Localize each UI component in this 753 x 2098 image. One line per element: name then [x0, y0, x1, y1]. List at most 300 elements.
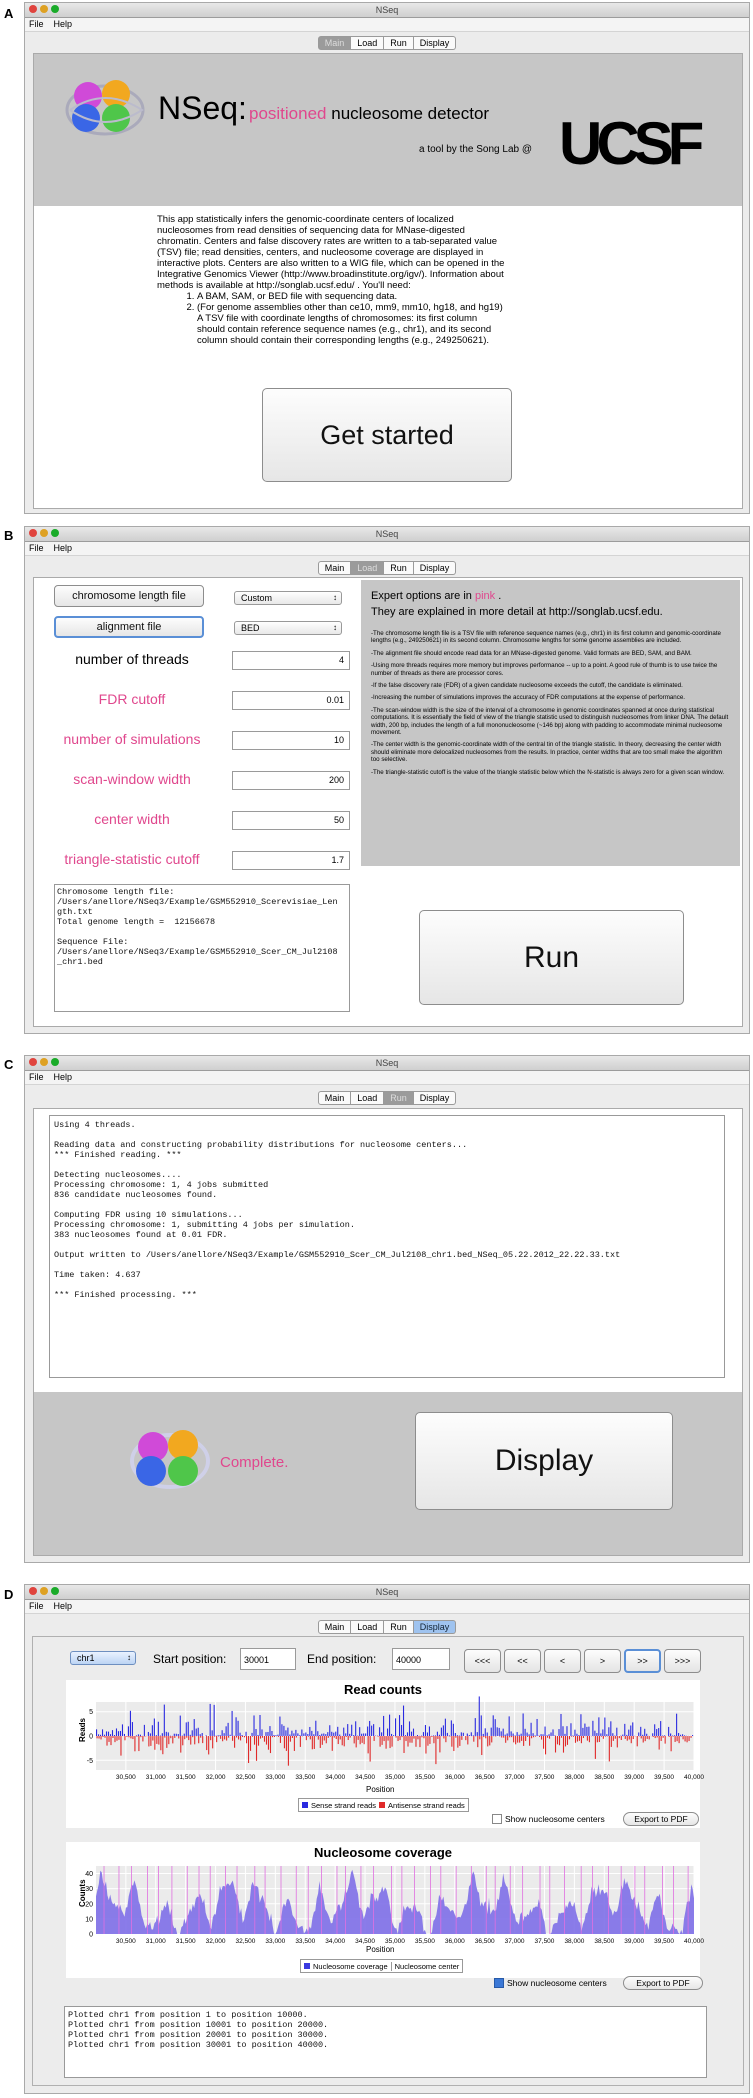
- export-pdf-button-1[interactable]: Export to PDF: [623, 1812, 699, 1826]
- sense-bar: [371, 1726, 372, 1736]
- sense-bar: [206, 1735, 207, 1736]
- sense-bar: [275, 1735, 276, 1736]
- sense-bar: [401, 1725, 402, 1736]
- antisense-bar: [314, 1736, 315, 1749]
- window-title: NSeq: [375, 529, 399, 539]
- sense-bar: [616, 1728, 617, 1736]
- sense-bar: [305, 1733, 306, 1736]
- menu-file[interactable]: File: [29, 19, 44, 29]
- close-icon[interactable]: [29, 529, 37, 537]
- x-tick-label: 39,000: [624, 1774, 645, 1781]
- antisense-bar: [481, 1736, 482, 1755]
- sense-bar: [451, 1720, 452, 1736]
- sense-bar: [680, 1735, 681, 1736]
- nav-forward-far-button[interactable]: >>: [624, 1649, 661, 1673]
- tab-main[interactable]: Main: [318, 1091, 352, 1105]
- antisense-bar: [182, 1736, 183, 1745]
- sense-bar: [383, 1716, 384, 1736]
- sense-bar: [574, 1730, 575, 1736]
- antisense-bar: [184, 1736, 185, 1739]
- antisense-bar: [328, 1736, 329, 1738]
- sense-bar: [351, 1725, 352, 1736]
- tab-bar: [25, 1091, 749, 1105]
- antisense-bar: [278, 1736, 279, 1737]
- antisense-bar: [214, 1736, 215, 1737]
- x-tick-label: 36,500: [474, 1774, 495, 1781]
- x-tick-label: 30,500: [115, 1774, 136, 1781]
- antisense-bar: [374, 1736, 375, 1741]
- sense-bar: [100, 1735, 101, 1736]
- sense-bar: [242, 1735, 243, 1736]
- end-position-input[interactable]: 40000: [392, 1648, 450, 1670]
- show-centers-checkbox-2[interactable]: [494, 1978, 607, 1988]
- x-tick-label: 37,000: [504, 1774, 525, 1781]
- sense-bar: [445, 1719, 446, 1736]
- antisense-bar: [611, 1736, 612, 1747]
- need-item: 1. A BAM, SAM, or BED file with sequencing data.: [197, 291, 507, 302]
- antisense-bar: [150, 1736, 151, 1746]
- menu-help[interactable]: Help: [53, 1072, 73, 1082]
- scan-window-input[interactable]: 200: [232, 771, 350, 790]
- antisense-bar: [124, 1736, 125, 1740]
- sense-bar: [610, 1721, 611, 1736]
- antisense-bar: [238, 1736, 239, 1739]
- tab-display[interactable]: Display: [414, 561, 457, 575]
- sense-bar: [411, 1732, 412, 1736]
- antisense-bar: [202, 1736, 203, 1743]
- zoom-icon[interactable]: [51, 1058, 59, 1066]
- antisense-bar: [641, 1736, 642, 1738]
- ucsf-logo: UCSF: [559, 110, 699, 177]
- sense-bar: [265, 1732, 266, 1736]
- antisense-bar: [549, 1736, 550, 1739]
- chromosome-select[interactable]: chr1 ↕: [70, 1651, 136, 1665]
- sense-bar: [664, 1735, 665, 1736]
- sense-bar: [335, 1732, 336, 1736]
- sense-bar: [293, 1733, 294, 1736]
- sense-bar: [359, 1727, 360, 1736]
- alignment-file-button[interactable]: alignment file: [54, 616, 204, 638]
- nav-back-button[interactable]: <: [544, 1649, 581, 1673]
- antisense-bar: [320, 1736, 321, 1748]
- antisense-bar: [417, 1736, 418, 1739]
- antisense-bar: [599, 1736, 600, 1742]
- sense-bar: [564, 1734, 565, 1736]
- sense-bar: [602, 1729, 603, 1736]
- minimize-icon[interactable]: [40, 529, 48, 537]
- antisense-bar: [491, 1736, 492, 1742]
- menu-file[interactable]: File: [29, 1601, 44, 1611]
- nav-back-far-button[interactable]: <<: [504, 1649, 541, 1673]
- antisense-bar: [116, 1736, 117, 1741]
- tab-run[interactable]: Run: [384, 1091, 414, 1105]
- sense-bar: [202, 1733, 203, 1736]
- antisense-bar: [390, 1736, 391, 1748]
- sense-bar: [196, 1729, 197, 1736]
- sense-bar: [257, 1735, 258, 1736]
- tagline: [249, 104, 489, 124]
- antisense-bar: [687, 1736, 688, 1742]
- antisense-bar: [262, 1736, 263, 1738]
- tab-run[interactable]: Run: [384, 1620, 414, 1634]
- antisense-bar: [292, 1736, 293, 1738]
- menu-file[interactable]: File: [29, 1072, 44, 1082]
- x-tick-label: 37,000: [504, 1938, 525, 1945]
- x-tick-label: 38,500: [594, 1774, 615, 1781]
- antisense-bar: [356, 1736, 357, 1747]
- antisense-bar: [392, 1736, 393, 1747]
- antisense-bar: [104, 1736, 105, 1738]
- menu-help[interactable]: Help: [53, 1601, 73, 1611]
- sense-bar: [124, 1734, 125, 1736]
- x-tick-label: 33,000: [265, 1774, 286, 1781]
- title-bar: [25, 1585, 749, 1600]
- description-text: This app statistically infers the genomic-coordinate centers of localized nucleosomes from read densities of sequencing data for MNase-digested chromatin. Centers and false discovery rates are written to a tab-separated value (TSV) file; read densities, centers, and nucleosome coverage are displayed in interactive plots. Centers are also written to a WIG file, which can be opened in the Integrative Genomics Viewer (http://www.broadinstitute.org/igv/). Information about methods is available at http://songlab.ucsf.edu/ . You'll need:: [157, 214, 505, 291]
- antisense-bar: [617, 1736, 618, 1747]
- tab-load[interactable]: Load: [351, 1091, 384, 1105]
- sense-bar: [652, 1733, 653, 1736]
- sense-bar: [425, 1725, 426, 1736]
- antisense-bar: [485, 1736, 486, 1738]
- sense-bar: [156, 1735, 157, 1736]
- tab-main[interactable]: Main: [318, 1620, 352, 1634]
- antisense-bar: [573, 1736, 574, 1737]
- antisense-bar: [583, 1736, 584, 1738]
- menu-file[interactable]: File: [29, 543, 44, 553]
- sense-bar: [180, 1716, 181, 1736]
- antisense-bar: [643, 1736, 644, 1743]
- antisense-bar: [130, 1736, 131, 1738]
- zoom-icon[interactable]: [51, 529, 59, 537]
- sense-bar: [545, 1727, 546, 1736]
- antisense-bar: [240, 1736, 241, 1740]
- antisense-bar: [505, 1736, 506, 1743]
- antisense-bar: [108, 1736, 109, 1742]
- sense-bar: [303, 1733, 304, 1736]
- chromosome-assembly-select[interactable]: Custom ↕: [234, 591, 342, 605]
- antisense-bar: [431, 1736, 432, 1737]
- sense-bar: [533, 1733, 534, 1736]
- antisense-bar: [435, 1736, 436, 1764]
- antisense-bar: [409, 1736, 410, 1743]
- sense-bar: [291, 1731, 292, 1736]
- tab-display[interactable]: Display: [414, 1620, 457, 1634]
- tab-main[interactable]: Main: [318, 561, 352, 575]
- antisense-bar: [645, 1736, 646, 1741]
- sense-bar: [112, 1730, 113, 1736]
- display-button[interactable]: Display: [415, 1412, 673, 1510]
- close-icon[interactable]: [29, 1058, 37, 1066]
- sense-bar: [373, 1724, 374, 1736]
- tab-load[interactable]: Load: [351, 1620, 384, 1634]
- panel-label-b: B: [4, 528, 14, 543]
- antisense-bar: [615, 1736, 616, 1739]
- sense-bar: [403, 1706, 404, 1736]
- antisense-bar: [378, 1736, 379, 1737]
- antisense-bar: [523, 1736, 524, 1746]
- antisense-bar: [665, 1736, 666, 1744]
- sense-bar: [443, 1725, 444, 1736]
- antisense-bar: [354, 1736, 355, 1743]
- tab-main[interactable]: Main: [318, 36, 352, 50]
- sense-bar: [562, 1726, 563, 1736]
- sense-bar: [238, 1721, 239, 1736]
- sense-bar: [232, 1711, 233, 1736]
- sense-bar: [190, 1735, 191, 1736]
- legend-sense: Sense strand reads: [311, 1800, 377, 1810]
- antisense-bar: [433, 1736, 434, 1743]
- antisense-bar: [479, 1736, 480, 1739]
- run-button[interactable]: Run: [419, 910, 684, 1005]
- sense-bar: [184, 1734, 185, 1736]
- sense-bar: [106, 1731, 107, 1736]
- antisense-bar: [579, 1736, 580, 1741]
- read-counts-title: Read counts: [343, 1682, 422, 1697]
- antisense-bar: [198, 1736, 199, 1743]
- nav-first-button[interactable]: <<<: [464, 1649, 501, 1673]
- antisense-bar: [120, 1736, 121, 1756]
- read-counts-chart: [66, 1698, 704, 1794]
- nav-last-button[interactable]: >>>: [664, 1649, 701, 1673]
- antisense-bar: [294, 1736, 295, 1751]
- sense-bar: [259, 1715, 260, 1736]
- antisense-bar: [172, 1736, 173, 1743]
- sense-bar: [473, 1735, 474, 1736]
- fdr-cutoff-input[interactable]: 0.01: [232, 691, 350, 710]
- antisense-bar: [677, 1736, 678, 1741]
- param-label-triangle: triangle-statistic cutoff: [64, 851, 200, 867]
- antisense-bar: [158, 1736, 159, 1745]
- menu-help[interactable]: Help: [53, 19, 73, 29]
- center-width-input[interactable]: 50: [232, 811, 350, 830]
- load-panel: [33, 577, 743, 1027]
- antisense-bar: [561, 1736, 562, 1738]
- threads-input[interactable]: 4: [232, 651, 350, 670]
- sense-bar: [307, 1734, 308, 1736]
- sense-bar: [194, 1719, 195, 1736]
- antisense-bar: [282, 1736, 283, 1737]
- sense-bar: [130, 1711, 131, 1736]
- antisense-bar: [346, 1736, 347, 1737]
- x-tick-label: 33,500: [295, 1774, 316, 1781]
- sense-bar: [543, 1734, 544, 1736]
- sense-bar: [612, 1733, 613, 1736]
- close-icon[interactable]: [29, 5, 37, 13]
- close-icon[interactable]: [29, 1587, 37, 1595]
- x-tick-label: 37,500: [534, 1774, 555, 1781]
- antisense-bar: [358, 1736, 359, 1740]
- nav-forward-button[interactable]: >: [584, 1649, 621, 1673]
- sense-bar: [409, 1721, 410, 1736]
- antisense-bar: [386, 1736, 387, 1749]
- sense-bar: [660, 1721, 661, 1736]
- sense-bar: [453, 1724, 454, 1736]
- y-tick-label: 0: [89, 1733, 93, 1741]
- sense-bar: [389, 1715, 390, 1736]
- chromosome-length-file-button[interactable]: chromosome length file: [54, 585, 204, 607]
- antisense-bar: [138, 1736, 139, 1751]
- antisense-bar: [605, 1736, 606, 1737]
- sense-bar: [158, 1722, 159, 1736]
- sense-bar: [98, 1734, 99, 1736]
- antisense-bar: [200, 1736, 201, 1738]
- help-paragraph: -If the false discovery rate (FDR) of a given candidate nucleosome exceeds the cutoff, the candidate is eliminated.: [371, 682, 683, 690]
- antisense-bar: [132, 1736, 133, 1739]
- sense-bar: [319, 1735, 320, 1736]
- antisense-bar: [631, 1736, 632, 1743]
- antisense-bar: [234, 1736, 235, 1748]
- export-pdf-button-2[interactable]: Export to PDF: [623, 1976, 703, 1990]
- x-tick-label: 38,500: [594, 1938, 615, 1945]
- antisense-bar: [252, 1736, 253, 1737]
- sense-bar: [550, 1732, 551, 1736]
- start-position-input[interactable]: 30001: [240, 1648, 296, 1670]
- sense-bar: [347, 1724, 348, 1736]
- sense-bar: [588, 1727, 589, 1736]
- sense-bar: [317, 1731, 318, 1736]
- sense-bar: [301, 1729, 302, 1736]
- tab-load[interactable]: Load: [351, 36, 384, 50]
- sense-bar: [116, 1728, 117, 1736]
- y-tick-label: 10: [85, 1916, 93, 1924]
- zoom-icon[interactable]: [51, 1587, 59, 1595]
- antisense-bar: [683, 1736, 684, 1739]
- sense-bar: [455, 1733, 456, 1736]
- antisense-bar: [459, 1736, 460, 1746]
- antisense-bar: [597, 1736, 598, 1742]
- zoom-icon[interactable]: [51, 5, 59, 13]
- tab-display[interactable]: Display: [414, 36, 457, 50]
- sense-bar: [552, 1729, 553, 1736]
- sense-bar: [600, 1733, 601, 1736]
- antisense-bar: [232, 1736, 233, 1741]
- antisense-bar: [128, 1736, 129, 1737]
- window-title: NSeq: [375, 1058, 399, 1068]
- alignment-format-select[interactable]: BED ↕: [234, 621, 342, 635]
- minimize-icon[interactable]: [40, 1058, 48, 1066]
- simulations-input[interactable]: 10: [232, 731, 350, 750]
- sense-bar: [345, 1733, 346, 1736]
- x-tick-label: 31,500: [175, 1774, 196, 1781]
- antisense-bar: [134, 1736, 135, 1751]
- sense-bar: [246, 1732, 247, 1736]
- sense-bar: [281, 1724, 282, 1736]
- sense-bar: [423, 1732, 424, 1736]
- sense-bar: [644, 1729, 645, 1736]
- sense-bar: [150, 1733, 151, 1736]
- antisense-bar: [427, 1736, 428, 1746]
- sense-bar: [457, 1735, 458, 1736]
- sense-bar: [178, 1734, 179, 1736]
- x-tick-label: 40,000: [684, 1774, 704, 1781]
- sense-bar: [363, 1733, 364, 1736]
- show-centers-checkbox-1[interactable]: [492, 1814, 605, 1824]
- antisense-bar: [467, 1736, 468, 1744]
- sense-bar: [572, 1735, 573, 1736]
- sense-bar: [592, 1721, 593, 1736]
- sense-bar: [654, 1724, 655, 1736]
- antisense-bar: [212, 1736, 213, 1748]
- antisense-bar: [399, 1736, 400, 1740]
- antisense-bar: [637, 1736, 638, 1746]
- expert-line1: [371, 590, 501, 602]
- antisense-bar: [380, 1736, 381, 1747]
- tab-run[interactable]: Run: [384, 36, 414, 50]
- sense-bar: [198, 1728, 199, 1736]
- param-label-fdr: FDR cutoff: [98, 691, 166, 707]
- window-load: [24, 526, 750, 1034]
- menu-bar: [25, 1600, 749, 1614]
- x-tick-label: 38,000: [564, 1774, 585, 1781]
- antisense-bar: [188, 1736, 189, 1740]
- antisense-bar: [535, 1736, 536, 1737]
- antisense-bar: [110, 1736, 111, 1745]
- sense-bar: [333, 1733, 334, 1736]
- read-counts-legend: [298, 1798, 469, 1812]
- menu-help[interactable]: Help: [53, 543, 73, 553]
- expert-pink: pink: [474, 590, 496, 602]
- antisense-bar: [483, 1736, 484, 1737]
- sense-bar: [381, 1732, 382, 1736]
- sense-bar: [174, 1734, 175, 1736]
- antisense-bar: [268, 1736, 269, 1750]
- antisense-bar: [577, 1736, 578, 1742]
- tab-display[interactable]: Display: [414, 1091, 457, 1105]
- tab-load[interactable]: Load: [351, 561, 384, 575]
- sense-bar: [435, 1735, 436, 1736]
- triangle-cutoff-input[interactable]: 1.7: [232, 851, 350, 870]
- tagline-pink: positioned: [249, 104, 327, 123]
- antisense-bar: [360, 1736, 361, 1744]
- sense-bar: [236, 1717, 237, 1736]
- sense-bar: [210, 1704, 211, 1736]
- get-started-button[interactable]: Get started: [262, 388, 512, 482]
- sense-bar: [598, 1717, 599, 1736]
- x-tick-label: 35,000: [385, 1774, 405, 1781]
- tab-run[interactable]: Run: [384, 561, 414, 575]
- antisense-bar: [533, 1736, 534, 1737]
- sense-bar: [427, 1732, 428, 1736]
- antisense-bar: [465, 1736, 466, 1740]
- antisense-bar: [619, 1736, 620, 1738]
- antisense-bar: [589, 1736, 590, 1742]
- sense-bar: [505, 1735, 506, 1736]
- sense-bar: [285, 1730, 286, 1736]
- sense-bar: [297, 1733, 298, 1736]
- sense-bar: [379, 1727, 380, 1736]
- minimize-icon[interactable]: [40, 1587, 48, 1595]
- sense-bar: [523, 1713, 524, 1736]
- sense-bar: [509, 1716, 510, 1736]
- checkbox-icon[interactable]: [492, 1814, 502, 1824]
- sense-bar: [311, 1731, 312, 1736]
- x-tick-label: 32,000: [205, 1938, 226, 1945]
- y-tick-label: 30: [85, 1886, 93, 1894]
- antisense-bar: [344, 1736, 345, 1746]
- sense-bar: [295, 1730, 296, 1736]
- minimize-icon[interactable]: [40, 5, 48, 13]
- sense-bar: [560, 1714, 561, 1736]
- help-paragraph: -Using more threads requires more memory but improves performance -- up to a point. A good rule of thumb is to use twice the number of threads as there are processor cores.: [371, 662, 718, 677]
- checkbox-checked-icon[interactable]: [494, 1978, 504, 1988]
- antisense-bar: [429, 1736, 430, 1744]
- sense-bar: [503, 1729, 504, 1736]
- antisense-bar: [563, 1736, 564, 1753]
- sense-bar: [546, 1735, 547, 1736]
- sense-bar: [626, 1735, 627, 1736]
- antisense-bar: [501, 1736, 502, 1738]
- antisense-bar: [97, 1736, 98, 1738]
